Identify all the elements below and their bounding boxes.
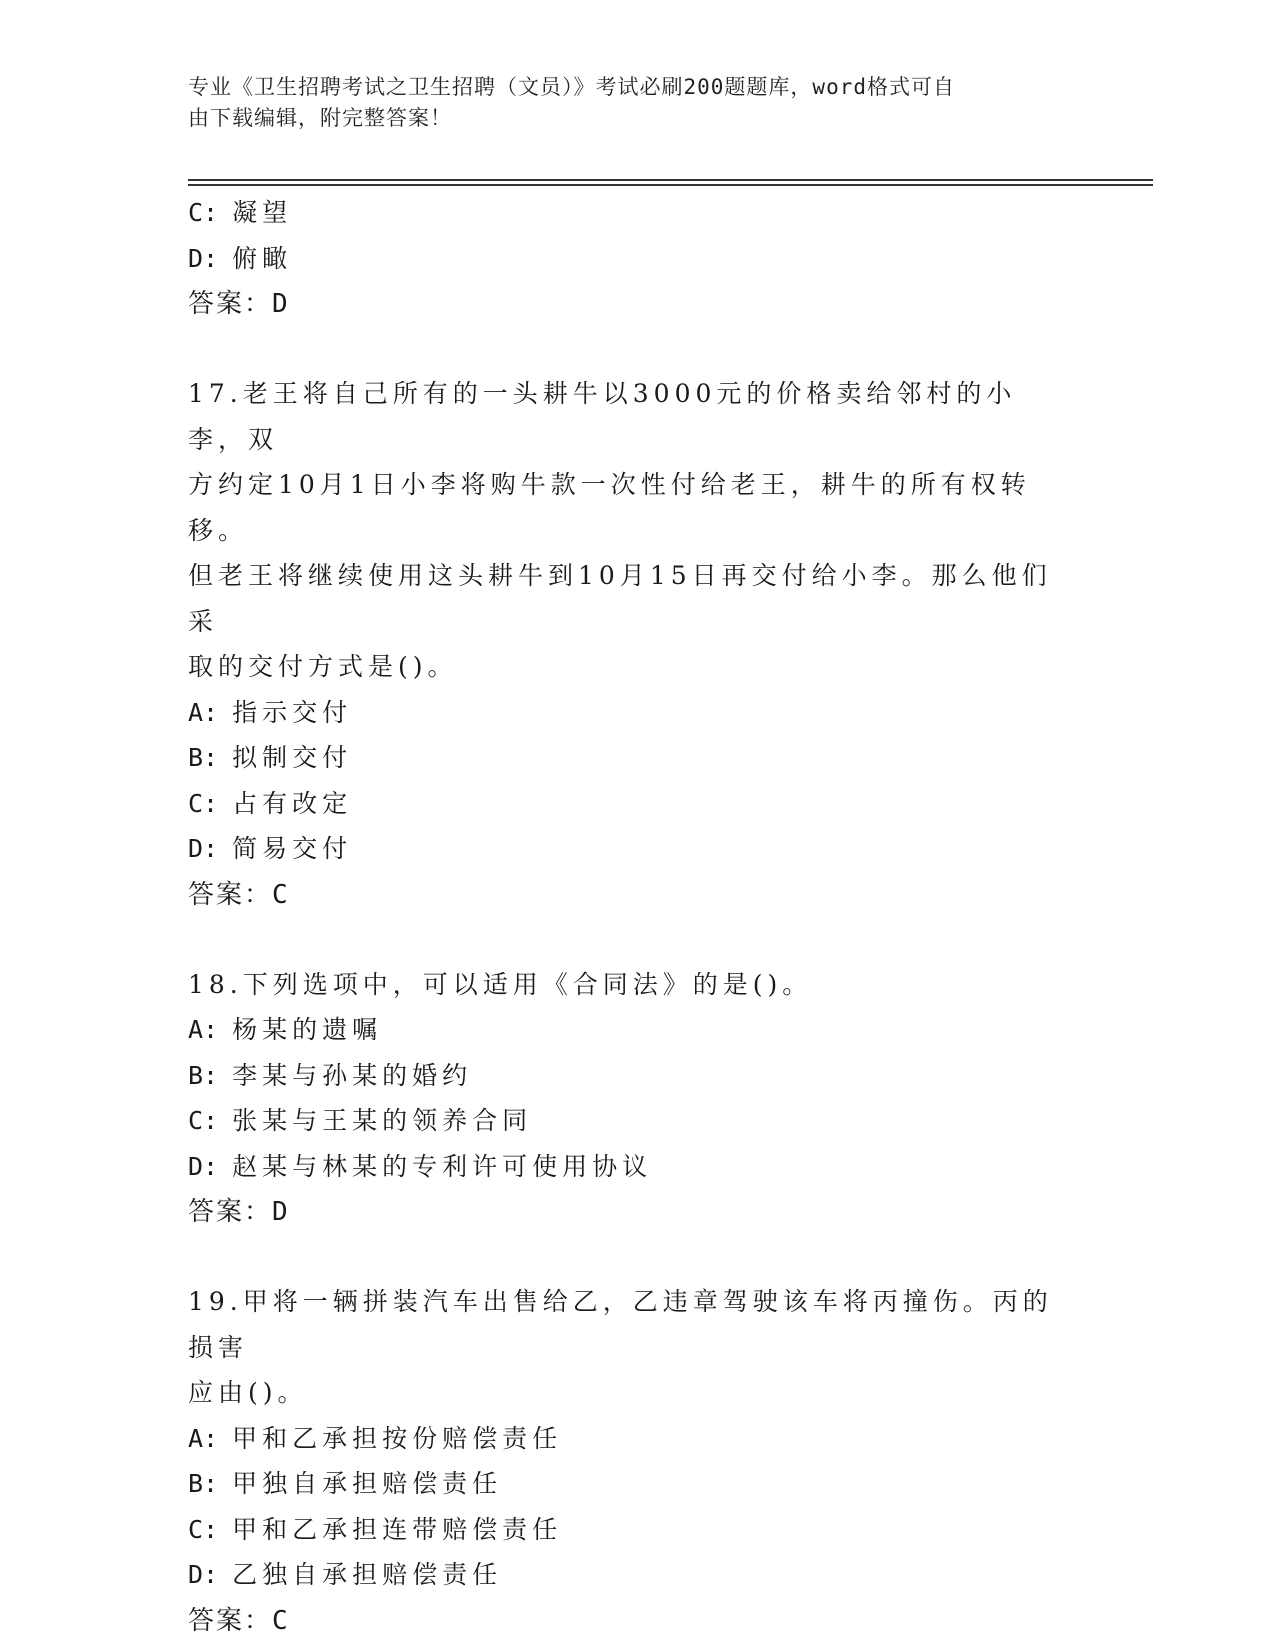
question-block-17 (188, 371, 1088, 918)
option-text: 俯瞰 (232, 243, 293, 273)
option-a (188, 1416, 1088, 1462)
option-letter: B: (188, 1469, 219, 1498)
document-header (188, 72, 1068, 134)
option-letter: C: (188, 788, 219, 818)
option-letter: C: (188, 1514, 219, 1544)
option-text: 杨某的遗嘱 (232, 1015, 383, 1044)
option-a (188, 1007, 1088, 1053)
question-text (188, 371, 1068, 690)
question-line: 17.老王将自己所有的一头耕牛以3000元的价格卖给邻村的小李，双 (188, 379, 1017, 454)
answer-line (188, 281, 1088, 327)
option-text: 李某与孙某的婚约 (232, 1060, 473, 1090)
option-text: 凝望 (232, 198, 293, 227)
question-list (188, 190, 1088, 1644)
question-text (188, 962, 1068, 1008)
answer-value: D (272, 289, 290, 319)
option-c (188, 1507, 1088, 1553)
option-b (188, 735, 1088, 781)
option-text: 简易交付 (232, 834, 353, 863)
option-text: 甲独自承担赔偿责任 (232, 1469, 503, 1498)
header-line-1: 专业《卫生招聘考试之卫生招聘（文员）》考试必刷200题题库，word格式可自 (188, 75, 955, 99)
option-letter: B: (188, 743, 219, 772)
answer-label: 答案： (188, 1197, 273, 1227)
answer-value: C (272, 879, 290, 910)
option-letter: D: (188, 834, 219, 863)
question-line: 19.甲将一辆拼装汽车出售给乙，乙违章驾驶该车将丙撞伤。丙的损害 (188, 1287, 1053, 1362)
option-c (188, 781, 1088, 827)
answer-label: 答案： (188, 879, 273, 910)
option-b (188, 1053, 1088, 1099)
option-c (188, 190, 1088, 236)
option-letter: C: (188, 198, 219, 227)
answer-label: 答案： (188, 289, 273, 319)
option-letter: A: (188, 1015, 219, 1044)
question-block-18 (188, 962, 1088, 1236)
option-letter: D: (188, 1151, 219, 1181)
option-d (188, 1144, 1088, 1190)
option-letter: B: (188, 1060, 219, 1090)
option-text: 乙独自承担赔偿责任 (232, 1560, 503, 1589)
question-line: 方约定10月1日小李将购牛款一次性付给老王，耕牛的所有权转移。 (188, 470, 1031, 545)
option-text: 张某与王某的领养合同 (232, 1106, 533, 1135)
answer-value: C (272, 1605, 290, 1636)
answer-line (188, 872, 1088, 918)
option-letter: A: (188, 1423, 219, 1453)
header-divider-top (188, 179, 1153, 181)
option-c (188, 1098, 1088, 1144)
prev-question-block (188, 190, 1088, 327)
option-text: 拟制交付 (232, 743, 353, 772)
question-line: 取的交付方式是()。 (188, 652, 458, 681)
question-text (188, 1279, 1068, 1416)
answer-line (188, 1598, 1088, 1644)
question-line: 应由()。 (188, 1378, 308, 1407)
question-block-19 (188, 1279, 1088, 1644)
option-letter: A: (188, 697, 219, 727)
option-d (188, 1552, 1088, 1598)
option-letter: C: (188, 1106, 219, 1135)
header-line-2: 由下载编辑，附完整答案！ (188, 106, 452, 130)
header-divider-bottom (188, 184, 1153, 186)
option-letter: D: (188, 243, 219, 273)
option-d (188, 826, 1088, 872)
answer-line (188, 1189, 1088, 1235)
question-line: 但老王将继续使用这头耕牛到10月15日再交付给小李。那么他们采 (188, 561, 1052, 636)
option-a (188, 690, 1088, 736)
option-d (188, 236, 1088, 282)
answer-label: 答案： (188, 1605, 273, 1636)
option-letter: D: (188, 1560, 219, 1589)
option-text: 甲和乙承担连带赔偿责任 (232, 1514, 563, 1544)
answer-value: D (272, 1197, 290, 1227)
option-text: 甲和乙承担按份赔偿责任 (232, 1423, 563, 1453)
option-text: 赵某与林某的专利许可使用协议 (232, 1151, 653, 1181)
option-text: 占有改定 (232, 788, 353, 818)
option-b (188, 1461, 1088, 1507)
option-text: 指示交付 (232, 697, 353, 727)
question-line: 18.下列选项中，可以适用《合同法》的是()。 (188, 969, 813, 999)
